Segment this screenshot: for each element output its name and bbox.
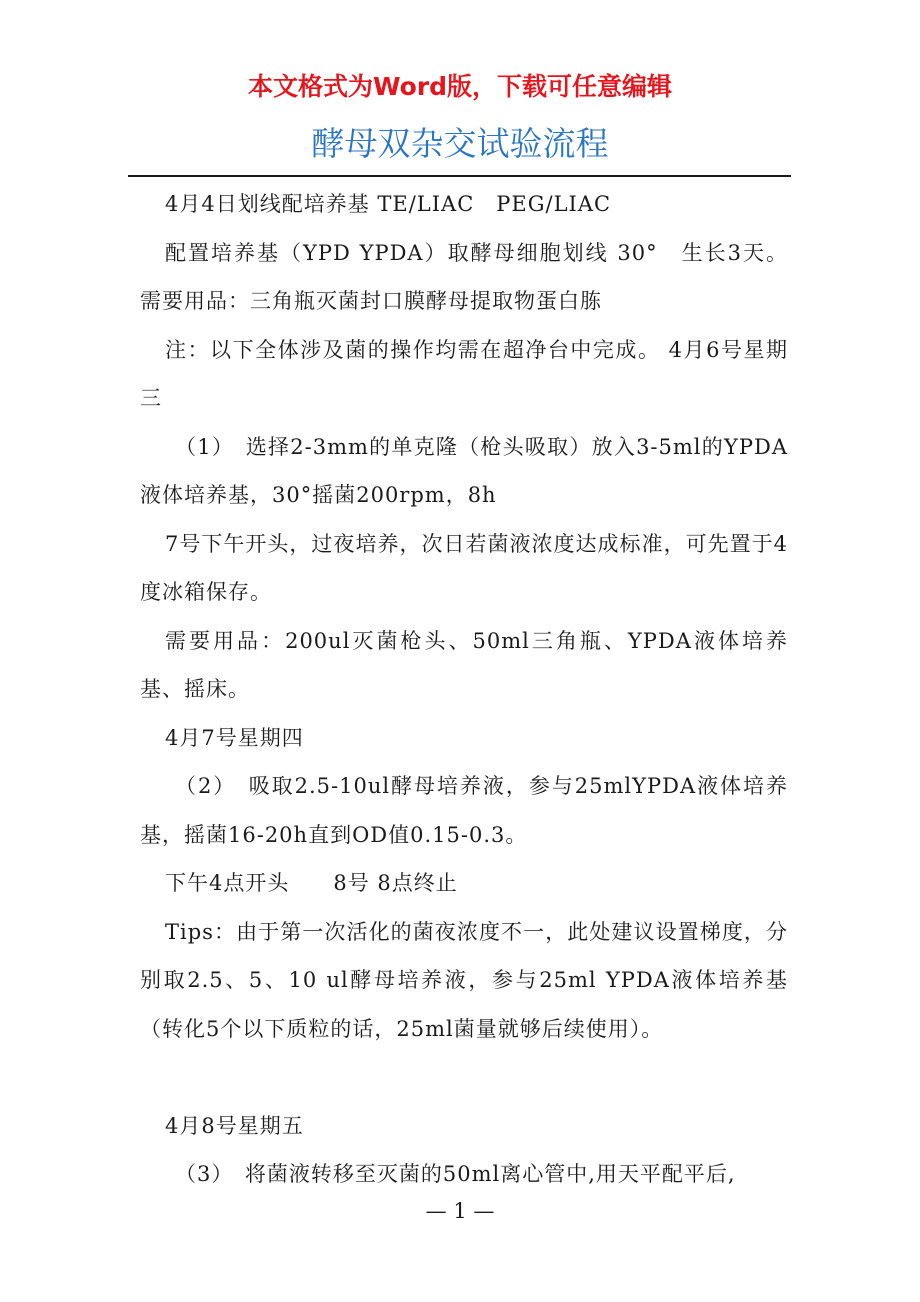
paragraph-step-3: （3） 将菌液转移至灭菌的50ml离心管中,用天平配平后, xyxy=(175,1162,736,1186)
paragraph-note: 注：以下全体涉及菌的操作均需在超净台中完成。 4月6号星期三 xyxy=(140,337,788,410)
title-divider xyxy=(128,175,791,177)
page-number: — 1 — xyxy=(425,1199,495,1223)
download-banner: 本文格式为Word版，下载可任意编辑 xyxy=(247,72,673,101)
paragraph-prepare-medium: 配置培养基（YPD YPDA）取酵母细胞划线 30° 生长3天。 需要用品：三角瓶灭菌封口膜酵母提取物蛋白胨 xyxy=(140,240,788,313)
paragraph-date-apr4: 4月4日划线配培养基 TE/LIAC PEG/LIAC xyxy=(165,192,612,216)
paragraph-date-apr7: 4月7号星期四 xyxy=(165,725,304,750)
blank-line xyxy=(140,1053,788,1102)
paragraph-step-2: （2） 吸取2.5-10ul酵母培养液，参与25mlYPDA液体培养基，摇菌16-20h直到OD值0.15-0.3。 xyxy=(140,774,788,847)
paragraph-supplies: 需要用品：200ul灭菌枪头、50ml三角瓶、YPDA液体培养基、摇床。 xyxy=(140,628,788,701)
paragraph-step-1: （1） 选择2-3mm的单克隆（枪头吸取）放入3-5ml的YPDA液体培养基，30°摇菌200rpm，8h xyxy=(140,434,788,507)
document-body xyxy=(140,180,788,1199)
paragraph-timing: 下午4点开头 8号 8点终止 xyxy=(165,871,458,895)
paragraph-tips: Tips：由于第一次活化的菌夜浓度不一，此处建议设置梯度，分别取2.5、5、10 ul酵母培养液，参与25ml YPDA液体培养基（转化5个以下质粒的话，25ml菌量就够后续使用）。 xyxy=(140,919,788,1041)
document-title: 酵母双杂交试验流程 xyxy=(311,124,609,163)
paragraph-date-apr8: 4月8号星期五 xyxy=(165,1113,304,1138)
paragraph-overnight-culture: 7号下午开头，过夜培养，次日若菌液浓度达成标准，可先置于4度冰箱保存。 xyxy=(140,531,788,604)
